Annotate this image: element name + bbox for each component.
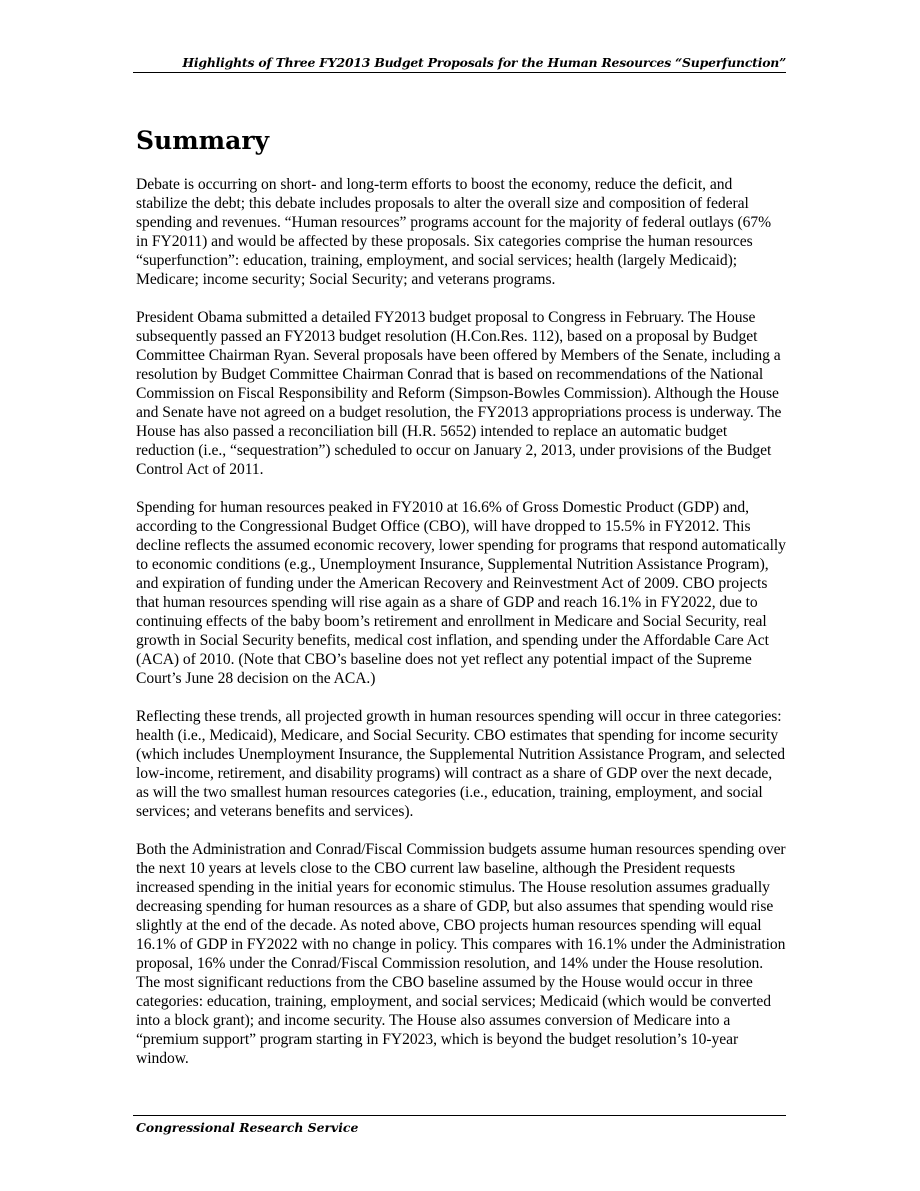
paragraph-overview: Debate is occurring on short- and long-term efforts to boost the economy, reduce the deficit, and stabilize the debt; this debate includes proposals to alter the overall size and composition of federal spending and revenues. “Human resources” programs account for the majority of federal outlays (67% in FY2011) and would be affected by these proposals. Six categories comprise the human resources “superfunction”: education, training, employment, and social services; health (largely Medicaid); Medicare; income security; Social Security; and veterans programs. [136, 176, 772, 288]
paragraph-spending-trends: Spending for human resources peaked in FY2010 at 16.6% of Gross Domestic Product (GDP) and, according to the Congressional Budget Office (CBO), will have dropped to 15.5% in FY2012. This decline reflects the assumed economic recovery, lower spending for programs that respond automatically to economic conditions (e.g., Unemployment Insurance, Supplemental Nutrition Assistance Program), and expiration of funding under the American Recovery and Reinvestment Act of 2009. CBO projects that human resources spending will rise again as a share of GDP and reach 16.1% in FY2022, due to continuing effects of the baby boom’s retirement and enrollment in Medicare and Social Security, real growth in Social Security benefits, medical cost inflation, and spending under the Affordable Care Act (ACA) of 2010. (Note that CBO’s baseline does not yet reflect any potential impact of the Supreme Court’s June 28 decision on the ACA.) [136, 499, 786, 687]
section-title: Summary [136, 126, 270, 155]
running-header: Highlights of Three FY2013 Budget Proposals for the Human Resources “Superfunction” [182, 55, 786, 70]
paragraph-growth-categories: Reflecting these trends, all projected growth in human resources spending will occur in three categories: health (i.e., Medicaid), Medicare, and Social Security. CBO estimates that spending for income security (which includes Unemployment Insurance, the Supplemental Nutrition Assistance Program, and selected low-income, retirement, and disability programs) will contract as a share of GDP over the next decade, as will the two smallest human resources categories (i.e., education, training, employment, and social services; and veterans benefits and services). [136, 708, 785, 820]
footer-rule [133, 1115, 786, 1116]
header-rule [133, 72, 786, 73]
summary-body [136, 175, 786, 1087]
footer-source: Congressional Research Service [136, 1120, 359, 1135]
paragraph-proposals: President Obama submitted a detailed FY2013 budget proposal to Congress in February. The House subsequently passed an FY2013 budget resolution (H.Con.Res. 112), based on a proposal by Budget Committee Chairman Ryan. Several proposals have been offered by Members of the Senate, including a resolution by Budget Committee Chairman Conrad that is based on recommendations of the National Commission on Fiscal Responsibility and Reform (Simpson-Bowles Commission). Although the House and Senate have not agreed on a budget resolution, the FY2013 appropriations process is underway. The House has also passed a reconciliation bill (H.R. 5652) intended to replace an automatic budget reduction (i.e., “sequestration”) scheduled to occur on January 2, 2013, under provisions of the Budget Control Act of 2011. [136, 309, 782, 478]
paragraph-budget-comparison: Both the Administration and Conrad/Fiscal Commission budgets assume human resources spending over the next 10 years at levels close to the CBO current law baseline, although the President requests increased spending in the initial years for economic stimulus. The House resolution assumes gradually decreasing spending for human resources as a share of GDP, but also assumes that spending would rise slightly at the end of the decade. As noted above, CBO projects human resources spending will equal 16.1% of GDP in FY2022 with no change in policy. This compares with 16.1% under the Administration proposal, 16% under the Conrad/Fiscal Commission resolution, and 14% under the House resolution. The most significant reductions from the CBO baseline assumed by the House would occur in three categories: education, training, employment, and social services; Medicaid (which would be converted into a block grant); and income security. The House also assumes conversion of Medicare into a “premium support” program starting in FY2023, which is beyond the budget resolution’s 10-year window. [136, 841, 786, 1067]
